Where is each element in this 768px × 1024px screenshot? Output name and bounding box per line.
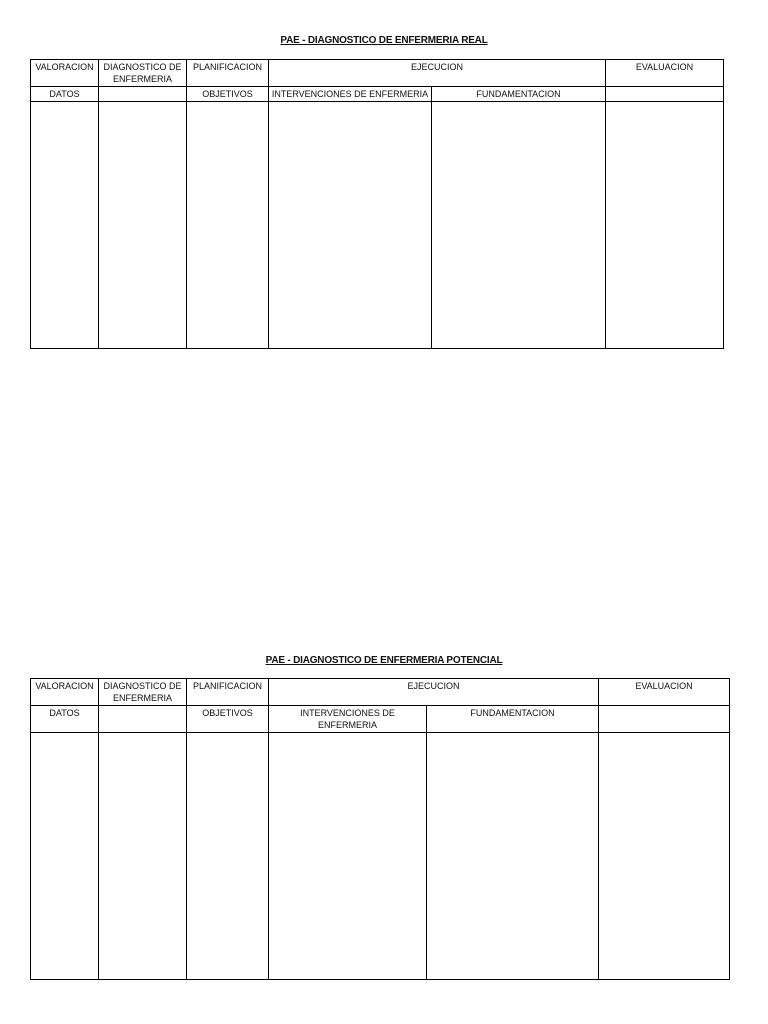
- cell-objetivos[interactable]: [187, 102, 269, 349]
- cell-evaluacion[interactable]: [606, 102, 724, 349]
- header-evaluacion: EVALUACION: [606, 60, 724, 87]
- header-ejecucion: EJECUCION: [269, 679, 599, 706]
- subheader-fundamentacion: FUNDAMENTACION: [432, 87, 606, 102]
- cell-evaluacion[interactable]: [599, 733, 730, 980]
- subheader-fundamentacion: FUNDAMENTACION: [427, 706, 599, 733]
- cell-fundamentacion[interactable]: [432, 102, 606, 349]
- header-diagnostico: DIAGNOSTICO DE ENFERMERIA: [99, 60, 187, 87]
- cell-datos[interactable]: [31, 102, 99, 349]
- header-planificacion: PLANIFICACION: [187, 60, 269, 87]
- cell-diagnostico[interactable]: [99, 102, 187, 349]
- subheader-objetivos: OBJETIVOS: [187, 87, 269, 102]
- cell-datos[interactable]: [31, 733, 99, 980]
- subheader-empty-diagnostico: [99, 87, 187, 102]
- subheader-objetivos: OBJETIVOS: [187, 706, 269, 733]
- table1-body-row: [31, 102, 724, 349]
- header-planificacion: PLANIFICACION: [187, 679, 269, 706]
- subheader-empty-evaluacion: [606, 87, 724, 102]
- table2-title: PAE - DIAGNOSTICO DE ENFERMERIA POTENCIAL: [265, 655, 503, 666]
- subheader-datos: DATOS: [31, 706, 99, 733]
- cell-intervenciones[interactable]: [269, 733, 427, 980]
- cell-fundamentacion[interactable]: [427, 733, 599, 980]
- cell-objetivos[interactable]: [187, 733, 269, 980]
- subheader-empty-diagnostico: [99, 706, 187, 733]
- header-valoracion: VALORACION: [31, 60, 99, 87]
- table2: [30, 678, 730, 980]
- header-valoracion: VALORACION: [31, 679, 99, 706]
- header-evaluacion: EVALUACION: [599, 679, 730, 706]
- table1-title: PAE - DIAGNOSTICO DE ENFERMERIA REAL: [280, 35, 488, 46]
- cell-intervenciones[interactable]: [269, 102, 432, 349]
- cell-diagnostico[interactable]: [99, 733, 187, 980]
- header-diagnostico: DIAGNOSTICO DE ENFERMERIA: [99, 679, 187, 706]
- header-ejecucion: EJECUCION: [269, 60, 606, 87]
- subheader-intervenciones: INTERVENCIONES DE ENFERMERIA: [269, 87, 432, 102]
- subheader-empty-evaluacion: [599, 706, 730, 733]
- table2-body-row: [31, 733, 730, 980]
- subheader-datos: DATOS: [31, 87, 99, 102]
- subheader-intervenciones: INTERVENCIONES DE ENFERMERIA: [269, 706, 427, 733]
- table1: [30, 59, 724, 349]
